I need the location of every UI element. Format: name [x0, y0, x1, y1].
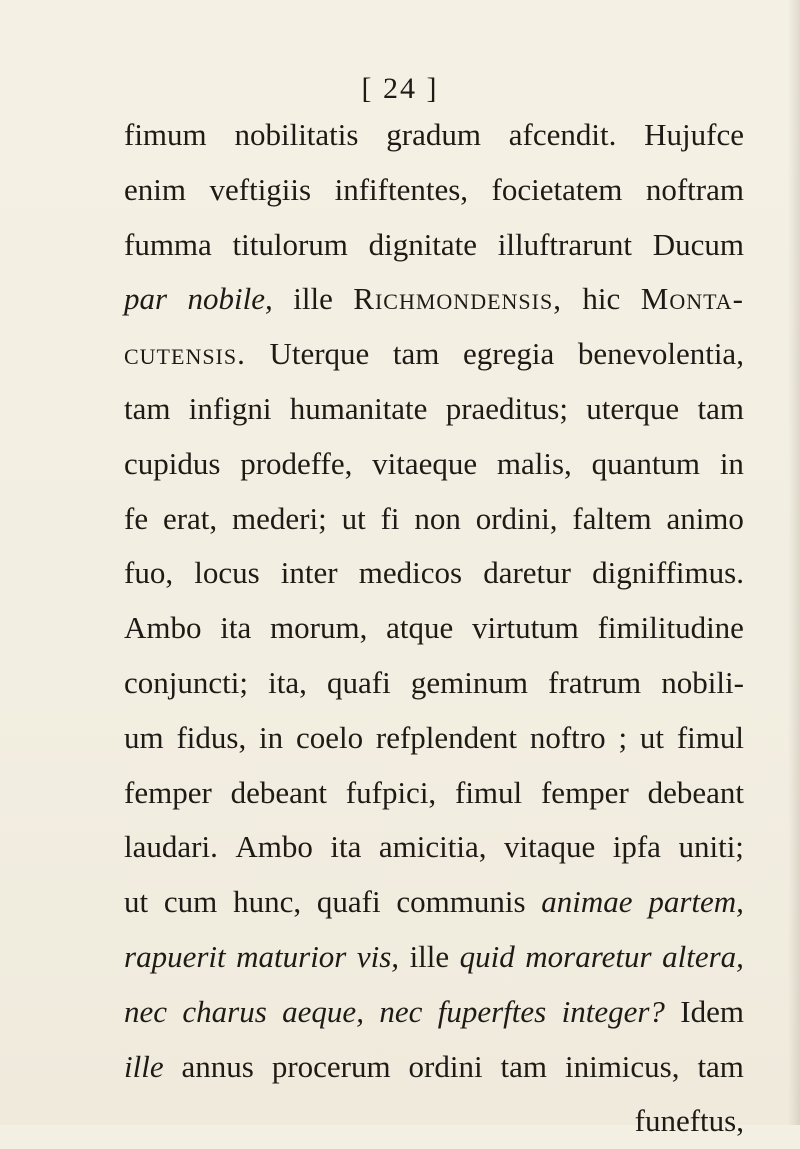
word: gradum: [386, 117, 481, 152]
word: tam: [124, 390, 171, 426]
word: daretur: [483, 555, 571, 591]
word: quid: [459, 938, 515, 974]
word: debeant: [647, 774, 744, 810]
word: vitaque: [503, 829, 596, 865]
text-line: [124, 437, 744, 492]
word: fuo,: [124, 555, 174, 591]
word: locus: [194, 555, 260, 591]
word: infigni: [188, 390, 272, 426]
word: tam: [697, 390, 744, 426]
word: Ducum: [652, 226, 744, 262]
text-line: [124, 601, 744, 656]
text-line: [124, 985, 744, 1040]
word: hunc,: [233, 884, 302, 920]
body-text: [124, 108, 744, 1149]
word: femper: [124, 774, 212, 810]
word: vis,: [356, 938, 400, 974]
word: fuperftes: [437, 993, 547, 1029]
word: um: [124, 719, 164, 755]
word: morum,: [270, 610, 368, 646]
word: Ambo: [124, 610, 202, 646]
word: humanitate: [289, 390, 428, 426]
word: animae: [541, 884, 633, 920]
word: fimum: [124, 117, 207, 152]
word: non: [414, 500, 461, 536]
word: veftigiis: [209, 171, 312, 207]
text-line: [124, 766, 744, 821]
word: ita: [220, 610, 252, 646]
word: tam: [697, 1048, 744, 1084]
word: titulorum: [232, 226, 348, 262]
word: conjuncti;: [124, 664, 248, 700]
word: noftram: [645, 171, 744, 207]
word: fimilitudine: [597, 610, 744, 646]
text-line-catchword: [124, 1094, 744, 1149]
word: enim: [124, 171, 186, 207]
word: uterque: [586, 390, 680, 426]
word: vitaeque: [372, 445, 478, 481]
word: inimicus,: [564, 1048, 680, 1084]
word: fidus,: [176, 719, 247, 755]
word: fe: [124, 500, 149, 536]
word: laudari.: [124, 829, 218, 865]
word: nec: [124, 993, 168, 1029]
word: in: [259, 719, 284, 755]
text-line: [124, 930, 744, 985]
word: nobilitatis: [234, 117, 359, 152]
word: fumma: [124, 226, 212, 262]
word: inter: [280, 555, 338, 591]
word: praeditus;: [445, 390, 568, 426]
word: debeant: [230, 774, 327, 810]
word: malis,: [496, 445, 572, 481]
text-line: [124, 218, 744, 273]
word: ut: [639, 719, 664, 755]
word: annus: [181, 1048, 254, 1084]
word: ordini: [408, 1048, 483, 1084]
word: Ambo: [235, 829, 313, 865]
text-line: [124, 327, 744, 382]
word: fufpici,: [345, 774, 437, 810]
word: partem,: [648, 884, 744, 920]
word: erat,: [162, 500, 218, 536]
word: prodeffe,: [240, 445, 353, 481]
word: uniti;: [678, 829, 744, 865]
word: quantum: [591, 445, 701, 481]
word: Hujufce: [644, 117, 744, 152]
word: ille: [293, 281, 333, 317]
word: cum: [163, 884, 218, 920]
word: quafi: [316, 884, 381, 920]
word: tam: [500, 1048, 548, 1084]
word: nec: [379, 993, 423, 1029]
word: virtutum: [472, 610, 579, 646]
word: par: [124, 281, 168, 317]
page-edge-shadow: [788, 0, 800, 1125]
text-line: [124, 1040, 744, 1095]
word: infiftentes,: [334, 171, 469, 207]
word: ordini,: [475, 500, 558, 536]
text-line: [124, 272, 744, 327]
word: medicos: [358, 555, 463, 591]
word: focietatem: [491, 171, 623, 207]
word: coelo: [295, 719, 364, 755]
word: illuftrarunt: [497, 226, 633, 262]
word: cupidus: [124, 445, 221, 481]
word: digniffimus.: [592, 555, 744, 591]
word: atque: [386, 610, 454, 646]
word: egregia: [463, 336, 555, 372]
word: integer?: [561, 993, 665, 1029]
word: nobile,: [187, 281, 273, 317]
text-line: [124, 875, 744, 930]
word: nobili-: [661, 664, 744, 700]
word: ita: [330, 829, 362, 865]
word: femper: [540, 774, 629, 810]
word: aeque,: [282, 993, 364, 1029]
page-number-header: [ 24 ]: [361, 72, 439, 105]
word: refplendent: [375, 719, 518, 755]
word: fratrum: [548, 664, 642, 700]
text-line: [124, 492, 744, 547]
word: afcendit.: [508, 117, 617, 152]
word: cutensis.: [124, 336, 246, 372]
word: altera,: [662, 938, 744, 974]
word: charus: [182, 993, 267, 1029]
text-line: [124, 656, 744, 711]
word: quafi: [327, 664, 391, 700]
word: fimul: [455, 774, 523, 810]
word: faltem: [572, 500, 652, 536]
text-line: [124, 711, 744, 766]
word: Idem: [680, 993, 744, 1029]
word: hic: [582, 281, 621, 317]
text-line: [124, 382, 744, 437]
word: Richmondensis,: [353, 281, 562, 317]
word: ;: [618, 719, 628, 755]
word: ut: [341, 500, 366, 536]
word: moraretur: [525, 938, 652, 974]
word: funeftus,: [634, 1103, 744, 1139]
word: ipfa: [612, 829, 661, 865]
text-line: [124, 546, 744, 601]
word: Monta-: [640, 281, 744, 317]
word: Uterque: [269, 336, 370, 372]
word: fi: [380, 500, 400, 536]
word: benevolentia,: [577, 336, 744, 372]
word: rapuerit: [124, 938, 226, 974]
text-line: [124, 163, 744, 218]
word: communis: [396, 884, 526, 920]
word: procerum: [271, 1048, 391, 1084]
word: noftro: [529, 719, 606, 755]
word: maturior: [236, 938, 347, 974]
word: ille: [124, 1048, 164, 1084]
text-line: [124, 108, 744, 163]
word: dignitate: [368, 226, 478, 262]
word: fimul: [676, 719, 744, 755]
word: in: [719, 445, 744, 481]
word: geminum: [410, 664, 529, 700]
word: animo: [666, 500, 744, 536]
word: ut: [124, 884, 149, 920]
word: tam: [392, 336, 440, 372]
word: ita,: [268, 664, 307, 700]
word: ille: [409, 938, 450, 974]
word: amicitia,: [378, 829, 487, 865]
word: mederi;: [232, 500, 327, 536]
text-line: [124, 820, 744, 875]
